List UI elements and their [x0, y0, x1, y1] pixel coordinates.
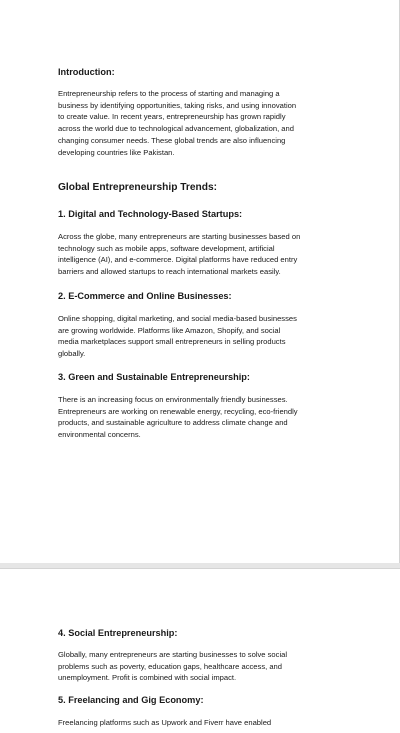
intro-line: Entrepreneurship refers to the process of starting and managing a [58, 89, 280, 98]
section-1-line: barriers and allowed startups to reach international markets easily. [58, 267, 281, 277]
intro-heading: Introduction: [58, 67, 115, 77]
section-1-line: technology such as mobile apps, software development, artificial [58, 243, 275, 253]
section-1-heading: 1. Digital and Technology-Based Startups: [58, 209, 243, 219]
intro-line: developing countries like Pakistan. [58, 147, 175, 157]
section-3-line: products, and sustainable agriculture to address climate change and [58, 418, 288, 428]
section-1-line: intelligence (AI), and e-commerce. Digital platforms have reduced entry [58, 255, 298, 265]
section-4-paragraph [58, 649, 348, 684]
section-5-paragraph [58, 717, 348, 729]
intro-line: changing consumer needs. These global trends are also influencing [58, 135, 286, 145]
section-3-heading: 3. Green and Sustainable Entrepreneurship: [58, 372, 250, 382]
section-2-line: are growing worldwide. Platforms like Amazon, Shopify, and social [58, 325, 281, 335]
intro-line: across the world due to technological advancement, globalization, and [58, 124, 294, 134]
section-4-line: problems such as poverty, education gaps, healthcare access, and [58, 661, 283, 671]
section-1-paragraph [58, 231, 348, 278]
section-3-line: Entrepreneurs are working on renewable energy, recycling, eco-friendly [58, 406, 298, 416]
section-2-line: Online shopping, digital marketing, and social media-based businesses [58, 314, 297, 323]
section-1-line: Across the globe, many entrepreneurs are starting businesses based on [58, 232, 301, 241]
intro-paragraph [58, 88, 348, 158]
section-4-line: unemployment. Profit is combined with social impact. [58, 673, 237, 683]
section-2-line: globally. [58, 349, 86, 359]
section-2-heading: 2. E-Commerce and Online Businesses: [58, 291, 232, 301]
section-2-paragraph [58, 313, 348, 360]
document-page-2 [0, 568, 400, 733]
section-3-line: environmental concerns. [58, 430, 141, 440]
section-5-heading: 5. Freelancing and Gig Economy: [58, 695, 204, 705]
intro-line: to create value. In recent years, entrepreneurship has grown rapidly [58, 112, 286, 122]
global-trends-heading: Global Entrepreneurship Trends: [58, 182, 218, 193]
section-2-line: media marketplaces support small entrepreneurs in selling products [58, 337, 286, 347]
intro-line: business by identifying opportunities, taking risks, and using innovation [58, 100, 297, 110]
section-4-heading: 4. Social Entrepreneurship: [58, 628, 178, 638]
section-3-line: There is an increasing focus on environmentally friendly businesses. [58, 395, 288, 404]
section-5-line: Freelancing platforms such as Upwork and Fiverr have enabled [58, 718, 272, 727]
section-3-paragraph [58, 394, 348, 441]
section-4-line: Globally, many entrepreneurs are starting businesses to solve social [58, 650, 288, 659]
